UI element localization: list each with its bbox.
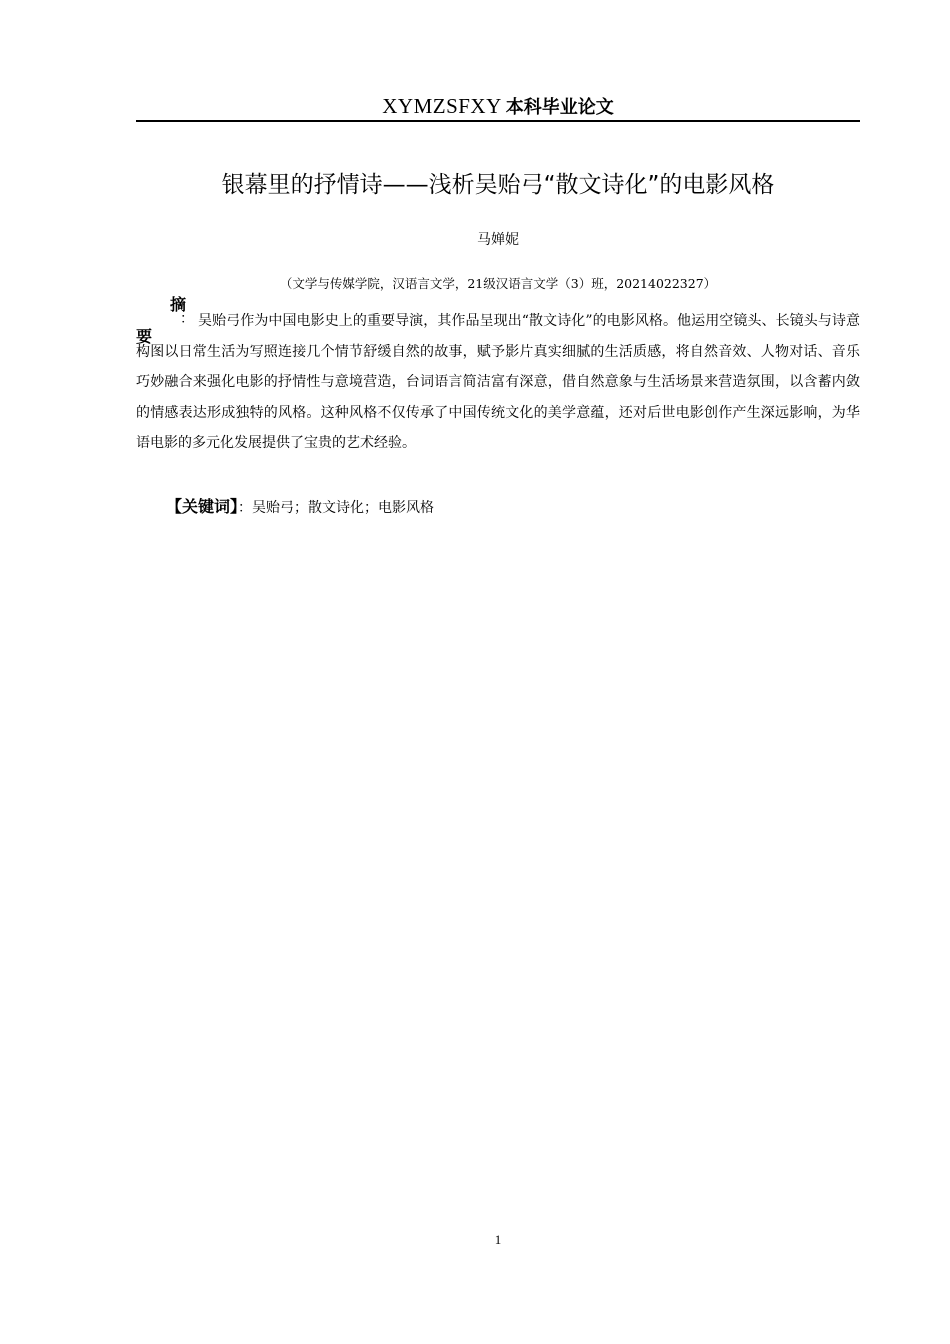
- abstract-label-char-1: 摘: [170, 295, 187, 314]
- author-name: 马婵妮: [477, 232, 519, 248]
- header-code: XYMZSFXY: [382, 94, 502, 118]
- abstract-label-char-2: 要: [136, 327, 153, 346]
- header-divider: [136, 120, 860, 122]
- page-number: 1: [494, 1232, 502, 1247]
- abstract-label: [136, 292, 187, 346]
- keywords-label: 【关键词】: [166, 497, 239, 516]
- keywords-text: ：吴贻弓；散文诗化；电影风格: [238, 500, 435, 516]
- keywords-line: [166, 494, 856, 521]
- abstract-text: 吴贻弓作为中国电影史上的重要导演，其作品呈现出“散文诗化”的电影风格。他运用空镜头、长镜头与诗意构图以日常生活为写照连接几个情节舒缓自然的故事，赋予影片真实细腻的生活质感，将自然音效、人物对话、音乐巧妙融合来强化电影的抒情性与意境营造，台词语言简洁富有深意，借自然意象与生活场景来营造氛围，以含蓄内敛的情感表达形成独特的风格。这种风格不仅传承了中国传统文化的美学意蕴，还对后世电影创作产生深远影响，为华语电影的多元化发展提供了宝贵的艺术经验。: [136, 313, 860, 452]
- author-affiliation: （文学与传媒学院，汉语言文学，21级汉语言文学（3）班，20214022327）: [279, 276, 717, 291]
- header-thesis-type: 本科毕业论文: [505, 97, 614, 118]
- abstract-colon: ：: [180, 311, 194, 327]
- paper-title: 银幕里的抒情诗——浅析吴贻弓“散文诗化”的电影风格: [221, 172, 775, 198]
- running-header: [136, 92, 860, 120]
